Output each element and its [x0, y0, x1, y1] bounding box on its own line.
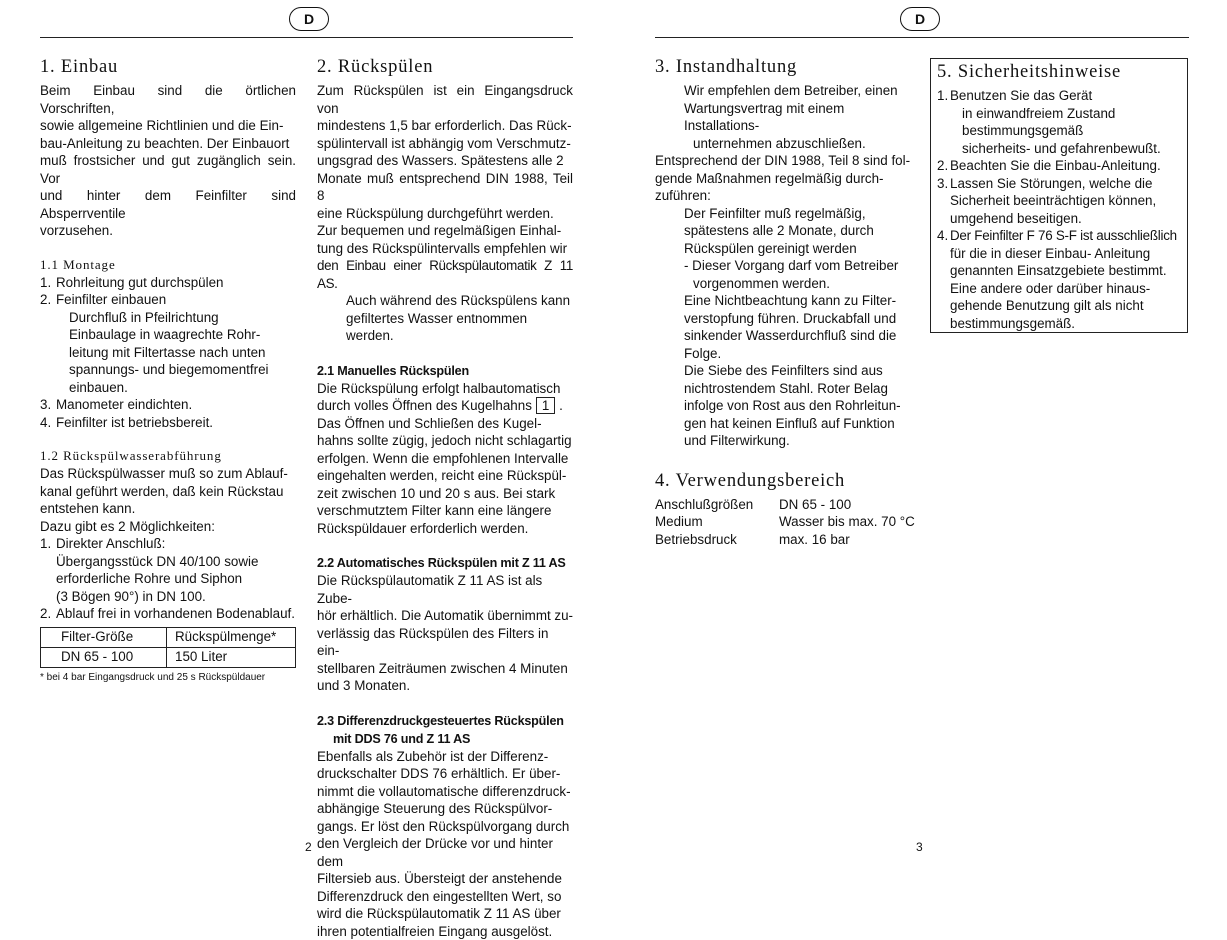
text-line: wird die Rückspülautomatik Z 11 AS über	[317, 905, 573, 923]
text-line: bau-Anleitung zu beachten. Der Einbauort	[40, 135, 296, 153]
rueckspuelen-intro-indented	[317, 292, 573, 345]
abfuehrung-text	[40, 465, 296, 535]
abfuehrung-sub-list	[40, 553, 296, 606]
table-header-cell: Rückspülmenge*	[167, 627, 296, 647]
language-badge-right: D	[900, 7, 940, 31]
text-line: Die Siebe des Feinfilters sind aus	[684, 362, 915, 380]
text-line: und Filterwirkung.	[684, 432, 915, 450]
column-instandhaltung	[655, 52, 915, 548]
text-line: für die in dieser Einbau- Anleitung	[950, 245, 1187, 263]
text-line: zuführen:	[655, 187, 915, 205]
text-line: erfolgen. Wenn die empfohlenen Intervalle	[317, 450, 573, 468]
list-item	[40, 414, 296, 432]
instandhaltung-body	[655, 152, 915, 205]
text-line: Filtersieb aus. Übersteigt der anstehende	[317, 870, 573, 888]
list-item	[40, 396, 296, 414]
text-line: Wir empfehlen dem Betreiber, einen	[684, 82, 915, 100]
text-line: verlässig das Rückspülen des Filters in ein-	[317, 625, 573, 660]
list-number: 4.	[937, 227, 950, 332]
text-line: gen hat keinen Einfluß auf Funktion	[684, 415, 915, 433]
list-item	[937, 175, 1187, 228]
text-line: Sicherheit beeinträchtigen können,	[950, 192, 1187, 210]
table-cell: DN 65 - 100	[41, 647, 167, 667]
list-number: 3.	[937, 175, 950, 228]
subsection-title-manuell: 2.1 Manuelles Rückspülen	[317, 362, 573, 380]
text-line: zeit zwischen 10 und 20 s aus. Bei stark	[317, 485, 573, 503]
text-line: verstopfung führen. Druckabfall und	[684, 310, 915, 328]
table-footnote: * bei 4 bar Eingangsdruck und 25 s Rückspüldauer	[40, 671, 296, 684]
list-item	[40, 291, 296, 309]
text-line: Differenzdruck den eingestellten Wert, so	[317, 888, 573, 906]
text-line: verschmutztem Filter kann eine längere	[317, 502, 573, 520]
list-item	[40, 535, 296, 553]
spec-value: Wasser bis max. 70 °C	[779, 513, 915, 531]
differenzdruck-text	[317, 748, 573, 940]
text-line: Wartungsvertrag mit einem Installations-	[684, 100, 915, 135]
text-line: Das Öffnen und Schließen des Kugel-	[317, 415, 573, 433]
text-line: gefiltertes Wasser entnommen werden.	[346, 310, 573, 345]
section-title-einbau: 1. Einbau	[40, 56, 296, 78]
list-text: Manometer eindichten.	[56, 396, 296, 414]
text-line: abhängige Steuerung des Rückspülvor-	[317, 800, 573, 818]
spec-label: Anschlußgrößen	[655, 496, 779, 514]
section-title-verwendungsbereich: 4. Verwendungsbereich	[655, 470, 915, 492]
rueckspuelen-intro	[317, 82, 573, 292]
list-number: 1.	[937, 87, 950, 105]
text-line: Die Rückspülung erfolgt halbautomatisch	[317, 380, 573, 398]
text-line: hör erhältlich. Die Automatik übernimmt zu-	[317, 607, 573, 625]
text-line: den Einbau einer Rückspülautomatik Z 11 AS.	[317, 257, 573, 292]
text-line: spülintervall ist abhängig vom Verschmutz-	[317, 135, 573, 153]
text-line: nimmt die vollautomatische differenzdruck-	[317, 783, 573, 801]
list-item	[937, 157, 1187, 175]
list-number: 2.	[40, 291, 56, 309]
text-line: - Dieser Vorgang darf vom Betreiber	[684, 257, 915, 275]
text-line: infolge von Rost aus den Rohrleitun-	[684, 397, 915, 415]
list-item	[40, 605, 296, 623]
list-text: Direkter Anschluß:	[56, 535, 296, 553]
text-line: kanal geführt werden, daß kein Rückstau	[40, 483, 296, 501]
language-badge-left: D	[289, 7, 329, 31]
text-line: Dazu gibt es 2 Möglichkeiten:	[40, 518, 296, 536]
text-line: Der Feinfilter F 76 S-F ist ausschließlich	[950, 227, 1187, 245]
text-line: leitung mit Filtertasse nach unten	[69, 344, 296, 362]
safety-sub-list	[937, 105, 1187, 158]
text-line: gende Maßnahmen regelmäßig durch-	[655, 170, 915, 188]
list-text: Rohrleitung gut durchspülen	[56, 274, 296, 292]
table-header-cell: Filter-Größe	[41, 627, 167, 647]
text-line: gehende Benutzung gilt als nicht	[950, 297, 1187, 315]
spec-label: Medium	[655, 513, 779, 531]
list-text: Feinfilter einbauen	[56, 291, 296, 309]
list-item	[40, 274, 296, 292]
text-line: muß frostsicher und gut zugänglich sein. Vor	[40, 152, 296, 187]
list-item	[937, 227, 1187, 332]
list-text: Feinfilter ist betriebsbereit.	[56, 414, 296, 432]
spec-row	[655, 496, 915, 514]
text-line: spannungs- und biegemomentfrei	[69, 361, 296, 379]
text-line: tung des Rückspülintervalls empfehlen wir	[317, 240, 573, 258]
list-item	[937, 87, 1187, 105]
spec-value: max. 16 bar	[779, 531, 850, 549]
text-line: Eine Nichtbeachtung kann zu Filter-	[684, 292, 915, 310]
text-line: eine Rückspülung durchgeführt werden.	[317, 205, 573, 223]
subsection-title-montage: 1.1 Montage	[40, 256, 296, 274]
text-line: vorzusehen.	[40, 222, 296, 240]
text-line: Lassen Sie Störungen, welche die	[950, 175, 1187, 193]
text-line: bestimmungsgemäß.	[950, 315, 1187, 333]
text-line: Übergangsstück DN 40/100 sowie	[56, 553, 296, 571]
text-fragment: durch volles Öffnen des Kugelhahns	[317, 398, 532, 413]
list-text	[950, 227, 1187, 332]
text-line: Eine andere oder darüber hinaus-	[950, 280, 1187, 298]
list-number: 1.	[40, 535, 56, 553]
text-line: vorgenommen werden.	[655, 275, 915, 293]
list-number: 4.	[40, 414, 56, 432]
text-line: eingehalten werden, reicht eine Rückspül-	[317, 467, 573, 485]
instandhaltung-measures	[655, 205, 915, 275]
text-line: (3 Bögen 90°) in DN 100.	[56, 588, 296, 606]
text-line: entstehen kann.	[40, 500, 296, 518]
text-line: mindestens 1,5 bar erforderlich. Das Rück-	[317, 117, 573, 135]
text-line: Einbaulage in waagrechte Rohr-	[69, 326, 296, 344]
text-line: und hinter dem Feinfilter sind Absperrventile	[40, 187, 296, 222]
text-line: Beim Einbau sind die örtlichen Vorschriften,	[40, 82, 296, 117]
table-row	[41, 647, 296, 667]
rueckspuelmenge-table	[40, 627, 296, 668]
text-line: den Vergleich der Drücke vor und hinter dem	[317, 835, 573, 870]
einbau-intro	[40, 82, 296, 240]
text-line: gangs. Er löst den Rückspülvorgang durch	[317, 818, 573, 836]
subsection-title-abfuehrung: 1.2 Rückspülwasserabführung	[40, 447, 296, 465]
montage-sub-list	[40, 309, 296, 397]
text-line: Die Rückspülautomatik Z 11 AS ist als Zube-	[317, 572, 573, 607]
page-number-right: 3	[916, 840, 923, 854]
manuell-text	[317, 415, 573, 538]
table-cell: 150 Liter	[167, 647, 296, 667]
text-line: umgehend beseitigen.	[950, 210, 1187, 228]
text-line: Zur bequemen und regelmäßigen Einhal-	[317, 222, 573, 240]
subsection-title-differenzdruck: 2.3 Differenzdruckgesteuertes Rückspülen	[317, 712, 573, 730]
text-line: Zum Rückspülen ist ein Eingangsdruck von	[317, 82, 573, 117]
text-line: spätestens alle 2 Monate, durch	[684, 222, 915, 240]
column-rueckspuelen	[317, 52, 573, 940]
list-number: 1.	[40, 274, 56, 292]
table-header-row	[41, 627, 296, 647]
text-line: sicherheits- und gefahrenbewußt.	[962, 140, 1187, 158]
text-line: Auch während des Rückspülens kann	[346, 292, 573, 310]
text-line: und 3 Monaten.	[317, 677, 573, 695]
kugelhahn-reference-box: 1	[536, 397, 555, 414]
text-line: einbauen.	[69, 379, 296, 397]
column-einbau	[40, 52, 296, 684]
text-line: genannten Einsatzgebiete bestimmt.	[950, 262, 1187, 280]
text-line: unternehmen abzuschließen.	[655, 135, 915, 153]
text-line: bestimmungsgemäß	[962, 122, 1187, 140]
spec-row	[655, 531, 915, 549]
text-line: erforderliche Rohre und Siphon	[56, 570, 296, 588]
spec-label: Betriebsdruck	[655, 531, 779, 549]
text-line: druckschalter DDS 76 erhältlich. Er über-	[317, 765, 573, 783]
header-rule-left	[40, 37, 573, 38]
page-number-left: 2	[305, 840, 312, 854]
spec-value: DN 65 - 100	[779, 496, 851, 514]
instandhaltung-notes	[655, 292, 915, 450]
section-title-sicherheitshinweise: 5. Sicherheitshinweise	[937, 61, 1187, 83]
list-text: Ablauf frei in vorhandenen Bodenablauf.	[56, 605, 296, 623]
list-text	[950, 175, 1187, 228]
text-line: Ebenfalls als Zubehör ist der Differenz-	[317, 748, 573, 766]
list-number: 2.	[40, 605, 56, 623]
text-line: stellbaren Zeiträumen zwischen 4 Minuten	[317, 660, 573, 678]
text-line: Monate muß entsprechend DIN 1988, Teil 8	[317, 170, 573, 205]
subsection-title-differenzdruck-line2: mit DDS 76 und Z 11 AS	[317, 730, 573, 748]
text-line: Durchfluß in Pfeilrichtung	[69, 309, 296, 327]
text-line: hahns sollte zügig, jedoch nicht schlagartig	[317, 432, 573, 450]
text-line: sinkender Wasserdurchfluß sind die	[684, 327, 915, 345]
subsection-title-automatisch: 2.2 Automatisches Rückspülen mit Z 11 AS	[317, 554, 573, 572]
text-line: Rückspülen gereinigt werden	[684, 240, 915, 258]
text-line: sowie allgemeine Richtlinien und die Ein-	[40, 117, 296, 135]
section-title-rueckspuelen: 2. Rückspülen	[317, 56, 573, 78]
kugelhahn-line	[317, 397, 573, 415]
text-line: Folge.	[684, 345, 915, 363]
text-line: Entsprechend der DIN 1988, Teil 8 sind fol-	[655, 152, 915, 170]
header-rule-right	[655, 37, 1189, 38]
text-line: nichtrostendem Stahl. Roter Belag	[684, 380, 915, 398]
text-line: in einwandfreiem Zustand	[962, 105, 1187, 123]
list-number: 3.	[40, 396, 56, 414]
list-text: Benutzen Sie das Gerät	[950, 87, 1187, 105]
text-fragment: .	[559, 398, 563, 413]
section-title-instandhaltung: 3. Instandhaltung	[655, 56, 915, 78]
list-number: 2.	[937, 157, 950, 175]
safety-notes-box	[930, 58, 1188, 333]
spec-row	[655, 513, 915, 531]
text-line: ihren potentialfreien Eingang ausgelöst.	[317, 923, 573, 940]
text-line: Rückspüldauer erforderlich werden.	[317, 520, 573, 538]
text-line: Der Feinfilter muß regelmäßig,	[684, 205, 915, 223]
list-text: Beachten Sie die Einbau-Anleitung.	[950, 157, 1187, 175]
text-line: ungsgrad des Wassers. Spätestens alle 2	[317, 152, 573, 170]
automatisch-text	[317, 572, 573, 695]
instandhaltung-intro	[655, 82, 915, 135]
text-line: Das Rückspülwasser muß so zum Ablauf-	[40, 465, 296, 483]
